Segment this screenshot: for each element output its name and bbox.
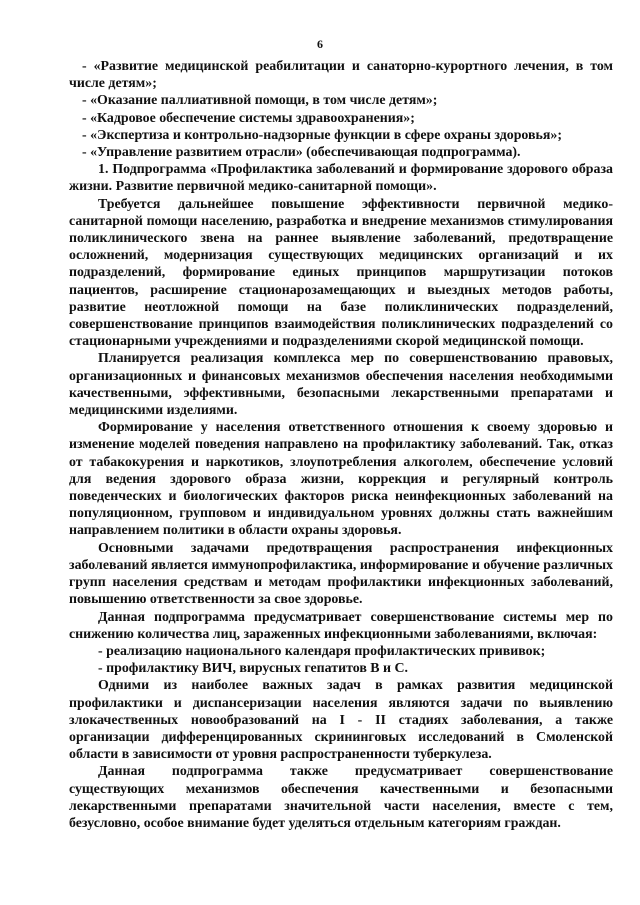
- list-item-vaccination: - реализацию национального календаря профилактических прививок;: [98, 643, 546, 659]
- page-number: 6: [317, 37, 323, 51]
- paragraph-drug-supply: Планируется реализация комплекса мер по совершенствованию правовых, организационных и финансовых механизмов обеспечения населения необходимыми качественными, эффективными, безопасными лекарственными препаратами и медицинскими изделиями.: [69, 351, 613, 419]
- list-item-staffing: - «Кадровое обеспечение системы здравоохранения»;: [82, 110, 415, 126]
- paragraph-oncology-screening: Одними из наиболее важных задач в рамках развития медицинской профилактики и диспансеризации населения являются задачи по выявлению злокачественных новообразований на I - II стадиях заболевания, а также организации дифференцированных скрининговых исследований в Смоленской области в зависимости от уровня распространенности туберкулеза.: [69, 678, 613, 763]
- paragraph-healthy-lifestyle: Формирование у населения ответственного отношения к своему здоровью и изменение моделей поведения направлено на профилактику заболеваний. Так, отказ от табакокурения и наркотиков, злоупотребления алкоголем, обеспечение условий для ведения здорового образа жизни, коррекция и регулярный контроль поведенческих и биологических факторов риска неинфекционных заболеваний на популяционном, групповом и индивидуальном уровнях должны стать важнейшим направлением политики в области охраны здоровья.: [69, 420, 613, 539]
- paragraph-infection-measures: Данная подпрограмма предусматривает совершенствование системы мер по снижению количества лиц, зараженных инфекционными заболеваниями, включая:: [69, 609, 613, 642]
- paragraph-subprogram-title: 1. Подпрограмма «Профилактика заболеваний и формирование здорового образа жизни. Развитие первичной медико-санитарной помощи».: [69, 162, 613, 195]
- list-item-expertise: - «Экспертиза и контрольно-надзорные функции в сфере охраны здоровья»;: [82, 127, 562, 143]
- list-item-hiv-hepatitis: - профилактику ВИЧ, вирусных гепатитов В и С.: [98, 661, 409, 677]
- paragraph-infection-prevention: Основными задачами предотвращения распространения инфекционных заболеваний является иммунопрофилактика, информирование и обучение различных групп населения средствам и методам профилактики инфекционных заболеваний, повышению ответственности за свое здоровье.: [69, 540, 613, 608]
- paragraph-medicine-access: Данная подпрограмма также предусматривает совершенствование существующих механизмов обеспечения качественными и безопасными лекарственными препаратами значительной части населения, вместе с тем, безусловно, особое внимание будет уделяться отдельным категориям граждан.: [69, 764, 613, 831]
- list-item-palliative-care: - «Оказание паллиативной помощи, в том числе детям»;: [82, 93, 438, 109]
- list-item-rehabilitation: - «Развитие медицинской реабилитации и санаторно-курортного лечения, в том числе детям»;: [69, 59, 613, 92]
- list-item-management: - «Управление развитием отрасли» (обеспечивающая подпрограмма).: [82, 145, 521, 161]
- document-body: [69, 58, 613, 832]
- paragraph-primary-care: Требуется дальнейшее повышение эффективности первичной медико-санитарной помощи населению, разработка и внедрение механизмов стимулирования поликлинического звена на раннее выявление заболеваний, предотвращение осложнений, модернизация существующих медицинских организаций и их подразделений, формирование единых принципов маршрутизации потоков пациентов, расширение стационарозамещающих и выездных методов работы, развитие неотложной помощи на базе поликлинических подразделений, совершенствование принципов взаимодействия поликлинических подразделений со стационарными учреждениями и подразделениями скорой медицинской помощи.: [69, 196, 613, 350]
